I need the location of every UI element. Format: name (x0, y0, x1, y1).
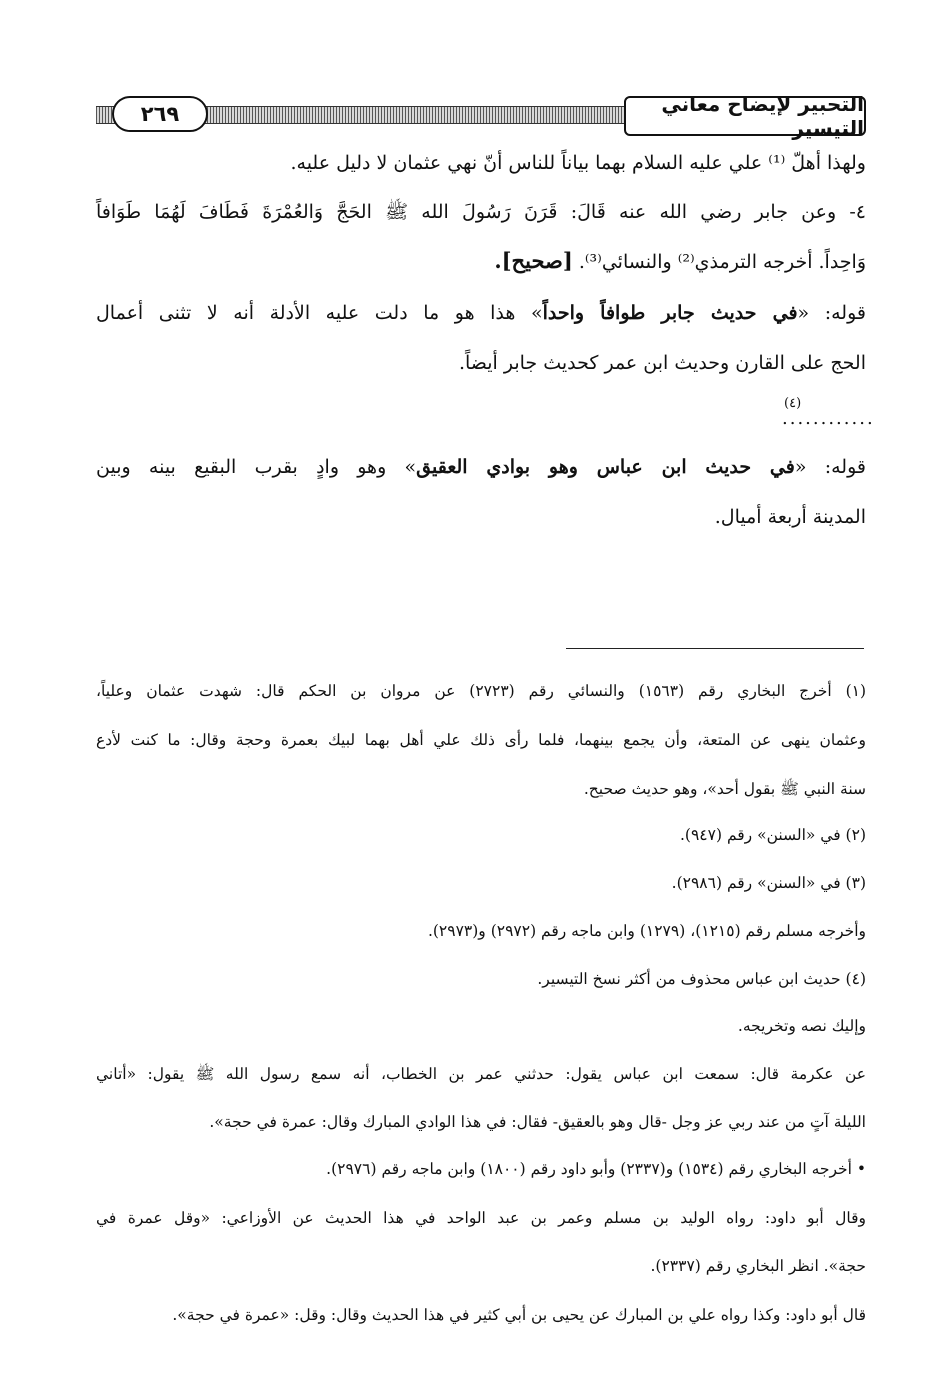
comment-1-prefix: قوله: « (797, 302, 866, 324)
footnote-3-extra: وأخرجه مسلم رقم (١٢١٥)، (١٢٧٩) وابن ماجه رقم (٢٩٧٢) و(٢٩٧٣). (427, 922, 866, 940)
footnote-separator (566, 648, 864, 649)
text-line-1: ولهذا أهلّ ⁽¹⁾ علي عليه السلام بهما بياناً للناس أنّ نهي عثمان لا دليل عليه. (290, 152, 866, 174)
comment-1-quote: في حديث جابر طوافاً واحداً (542, 302, 798, 324)
comment-1-rest: » هذا هو ما دلت عليه الأدلة أنه لا تثنى أعمال (96, 302, 543, 324)
comment-2-rest: » وهو وادٍ بقرب البقيع بينه وبين (96, 456, 417, 478)
footnote-4: (٤) حديث ابن عباس محذوف من أكثر نسخ التيسير. (537, 970, 866, 988)
footnote-1-line-1: (١) أخرج البخاري رقم (١٥٦٣) والنسائي رقم (٢٧٢٣) عن مروان بن الحكم قال: شهدت عثمان وعلياً، (96, 682, 867, 700)
footnote-3: (٣) في «السنن» رقم (٢٩٨٦). (671, 874, 866, 892)
comment-1-line-2: الحج على القارن وحديث ابن عمر كحديث جابر أيضاً. (458, 352, 866, 374)
footnote-4-takhrij: • أخرجه البخاري رقم (١٥٣٤) و(٢٣٣٧) وأبو داود رقم (١٨٠٠) وابن ماجه رقم (٢٩٧٦). (326, 1160, 866, 1178)
footnote-1-line-3: سنة النبي ﷺ بقول أحد»، وهو حديث صحيح. (583, 780, 866, 798)
hadith-grade: [صحيح]. (494, 248, 573, 273)
book-title: التحبير لإيضاح معاني التيسير (624, 96, 866, 136)
hadith-4-line-1: ٤- وعن جابر رضي الله عنه قَالَ: قَرَنَ رَسُولَ الله ﷺ الحَجَّ وَالعُمْرَةَ فَطَافَ لَهُمَا طَوَافاً (96, 201, 866, 223)
comment-2-line-1 (96, 456, 866, 478)
comment-2-line-2: المدينة أربعة أميال. (714, 506, 866, 528)
omission-footnote-marker: (٤) (784, 396, 802, 411)
footnote-4-abudawud-line-2: حجة». انظر البخاري رقم (٢٣٣٧). (650, 1257, 866, 1275)
comment-2-prefix: قوله: « (794, 456, 866, 478)
omission-dots: ............ (782, 408, 875, 429)
comment-1-line-1 (96, 302, 866, 324)
page-header (96, 92, 866, 140)
hadith-4-source: وَاحِداً. أخرجه الترمذي⁽²⁾ والنسائي⁽³⁾. (578, 251, 866, 273)
footnote-4-intro: وإليك نصه وتخريجه. (737, 1017, 866, 1035)
footnote-4-text-line-2: الليلة آتٍ من عند ربي عز وجل -قال وهو بالعقيق- فقال: في هذا الوادي المبارك وقال: عمرة في حجة». (209, 1113, 866, 1131)
footnote-1-line-2: وعثمان ينهى عن المتعة، وأن يجمع بينهما، فلما رأى ذلك علي أهل بهما لبيك بعمرة وحجة وقال: ما كنت لأدع (96, 731, 866, 749)
hadith-4-line-2 (96, 248, 866, 273)
page-number: ٢٦٩ (112, 96, 208, 132)
main-text (96, 150, 875, 550)
footnote-4-text-line-1: عن عكرمة قال: سمعت ابن عباس يقول: حدثني عمر بن الخطاب، أنه سمع رسول الله ﷺ يقول: «أتاني (96, 1065, 866, 1083)
comment-2-quote: في حديث ابن عباس وهو بوادي العقيق (416, 456, 795, 478)
footnote-2: (٢) في «السنن» رقم (٩٤٧). (680, 826, 866, 844)
footnote-4-last: قال أبو داود: وكذا رواه علي بن المبارك عن يحيى بن أبي كثير في هذا الحديث وقال: وقل: «عمرة في حجة». (172, 1306, 866, 1324)
footnote-4-abudawud-line-1: وقال أبو داود: رواه الوليد بن مسلم وعمر بن عبد الواحد في هذا الحديث عن الأوزاعي: «وقل عمرة في (96, 1209, 866, 1227)
